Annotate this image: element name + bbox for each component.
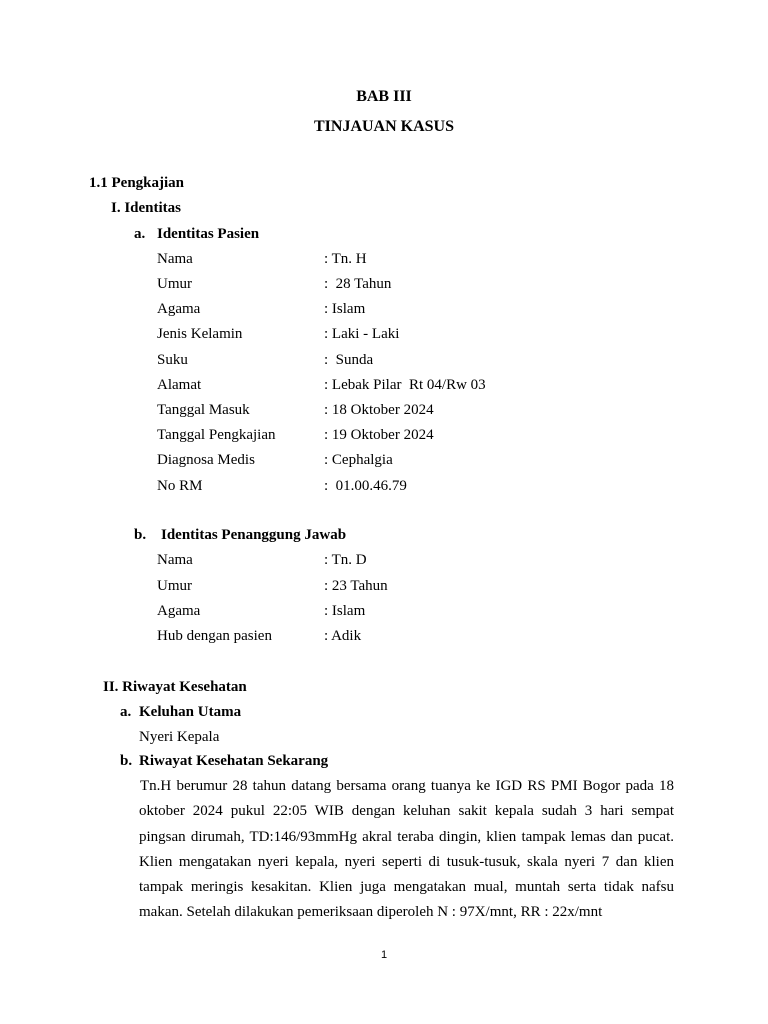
pasien-label: No RM <box>157 478 203 494</box>
penanggung-value: : Islam <box>324 603 366 619</box>
pasien-value: : 28 Tahun <box>324 276 392 292</box>
penanggung-value: : Adik <box>324 628 362 644</box>
pasien-label: Tanggal Pengkajian <box>157 427 276 443</box>
pasien-label: Nama <box>157 251 193 267</box>
penanggung-value: : 23 Tahun <box>324 578 388 594</box>
sekarang-paragraph: Tn.H berumur 28 tahun datang bersama orang tuanya ke IGD RS PMI Bogor pada 18 oktober 2024 pukul 22:05 WIB dengan keluhan sakit kepala sudah 3 hari sempat pingsan dirumah, TD:146/93mmHg akral teraba dingin, klien tampak lemas dan pucat. Klien mengatakan nyeri kepala, nyeri seperti di tusuk-tusuk, skala nyeri 7 dan klien tampak meringis kesakitan. Klien juga mengatakan mual, muntah serta tidak nafsu makan. Setelah dilakukan pemeriksaan diperoleh N : 97X/mnt, RR : 22x/mnt <box>139 778 674 921</box>
pasien-heading-letter: a. <box>134 226 146 242</box>
penanggung-label: Nama <box>157 552 193 568</box>
pasien-label: Alamat <box>157 377 202 393</box>
pasien-label: Tanggal Masuk <box>157 402 250 418</box>
pasien-label: Umur <box>157 276 192 292</box>
chapter-title: TINJAUAN KASUS <box>313 118 455 135</box>
pasien-value: : Islam <box>324 301 366 317</box>
pasien-value: : 19 Oktober 2024 <box>324 427 434 443</box>
pasien-value: : Sunda <box>324 352 374 368</box>
pasien-value: : Tn. H <box>324 251 367 267</box>
chapter-heading: BAB III <box>356 88 412 105</box>
penanggung-heading: Identitas Penanggung Jawab <box>161 527 347 543</box>
pasien-label: Suku <box>157 352 188 368</box>
pasien-label: Diagnosa Medis <box>157 452 255 468</box>
penanggung-value: : Tn. D <box>324 552 367 568</box>
pasien-label: Agama <box>157 301 201 317</box>
section-heading: 1.1 Pengkajian <box>89 175 185 191</box>
pasien-heading: Identitas Pasien <box>157 226 260 242</box>
riwayat-heading: II. Riwayat Kesehatan <box>103 679 247 695</box>
pasien-value: : 01.00.46.79 <box>324 478 407 494</box>
pasien-value: : Cephalgia <box>324 452 393 468</box>
penanggung-label: Hub dengan pasien <box>157 628 272 644</box>
sekarang-heading: Riwayat Kesehatan Sekarang <box>139 753 329 769</box>
penanggung-heading-letter: b. <box>134 527 147 543</box>
pasien-label: Jenis Kelamin <box>157 326 243 342</box>
pasien-value: : Lebak Pilar Rt 04/Rw 03 <box>324 377 486 393</box>
identitas-heading: I. Identitas <box>111 200 182 216</box>
keluhan-text: Nyeri Kepala <box>139 729 220 745</box>
page-number: 1 <box>380 949 388 961</box>
pasien-value: : Laki - Laki <box>324 326 400 342</box>
keluhan-heading: Keluhan Utama <box>139 704 242 720</box>
sekarang-letter: b. <box>120 753 133 769</box>
penanggung-label: Agama <box>157 603 201 619</box>
keluhan-letter: a. <box>120 704 132 720</box>
penanggung-label: Umur <box>157 578 192 594</box>
pasien-value: : 18 Oktober 2024 <box>324 402 434 418</box>
